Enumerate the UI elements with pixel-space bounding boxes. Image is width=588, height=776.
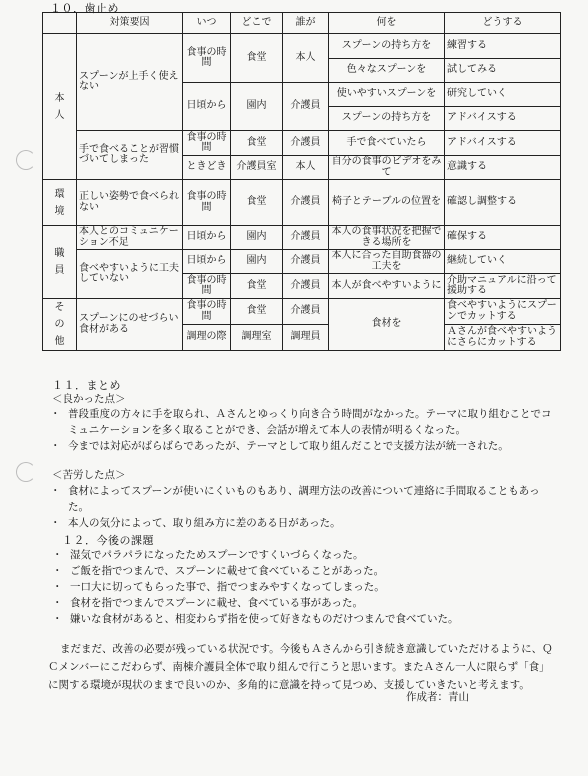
what-cell: 本人に合った自助食器の工夫を [329, 250, 445, 274]
who-cell: 介護員 [283, 83, 329, 131]
where-cell: 園内 [231, 83, 283, 131]
hard-points-heading: ＜苦労した点＞ [52, 469, 126, 481]
when-cell: 食事の時間 [183, 131, 231, 156]
table-row [43, 226, 561, 250]
where-cell: 調理室 [231, 325, 283, 351]
table-row [43, 250, 561, 274]
list-item: ・ 本人の気分によって、取り組み方に差のある日があった。 [50, 515, 560, 531]
who-cell: 介護員 [283, 131, 329, 156]
header-blank [43, 13, 77, 34]
how-cell: 確認し調整する [445, 180, 561, 226]
who-cell: 介護員 [283, 250, 329, 274]
how-cell: 確保する [445, 226, 561, 250]
group-honnin: 本人 [43, 34, 77, 180]
how-cell: アドバイスする [445, 107, 561, 131]
good-points-list [50, 406, 560, 454]
how-cell: 意識する [445, 156, 561, 180]
list-item: ・ 普段重度の方々に手を取られ、Ａさんとゆっくり向き合う時間がなかった。テーマに取り組むことでコミュニケーションを多く取ることができ、会話が増えて本人の表情が明るくなった。 [50, 406, 560, 438]
where-cell: 食堂 [231, 299, 283, 325]
header-where: どこで [231, 13, 283, 34]
punch-hole-mark [16, 462, 36, 482]
factor-cell: 食べやすいように工夫していない [77, 250, 183, 299]
factor-cell: 本人とのコミュニケーション不足 [77, 226, 183, 250]
countermeasure-table [42, 12, 561, 351]
when-cell: 食事の時間 [183, 299, 231, 325]
author-line: 作成者：青山 [406, 691, 469, 703]
how-cell: 練習する [445, 34, 561, 59]
section-10-title: １０．歯止め [50, 2, 119, 15]
when-cell: 日頃から [183, 83, 231, 131]
how-cell: 食べやすいようにスプーンでカットする [445, 299, 561, 325]
table-row [43, 299, 561, 325]
what-cell: 椅子とテーブルの位置を [329, 180, 445, 226]
who-cell: 介護員 [283, 226, 329, 250]
what-cell: スプーンの持ち方を [329, 34, 445, 59]
good-points-heading: ＜良かった点＞ [52, 393, 126, 405]
group-kankyo: 環境 [43, 180, 77, 226]
header-factor: 対策要因 [77, 13, 183, 34]
when-cell: 調理の際 [183, 325, 231, 351]
what-cell: 色々なスプーンを [329, 59, 445, 83]
how-cell: 介助マニュアルに沿って援助する [445, 274, 561, 299]
where-cell: 食堂 [231, 180, 283, 226]
when-cell: 食事の時間 [183, 180, 231, 226]
where-cell: 食堂 [231, 274, 283, 299]
where-cell: 園内 [231, 250, 283, 274]
header-how: どうする [445, 13, 561, 34]
who-cell: 調理員 [283, 325, 329, 351]
who-cell: 本人 [283, 156, 329, 180]
when-cell: 日頃から [183, 250, 231, 274]
what-cell: スプーンの持ち方を [329, 107, 445, 131]
table-row [43, 180, 561, 226]
factor-cell: スプーンにのせづらい食材がある [77, 299, 183, 351]
how-cell: 継続していく [445, 250, 561, 274]
when-cell: ときどき [183, 156, 231, 180]
what-cell: 本人が食べやすいように [329, 274, 445, 299]
header-what: 何を [329, 13, 445, 34]
what-cell: 食材を [329, 299, 445, 351]
factor-cell: 正しい姿勢で食べられない [77, 180, 183, 226]
how-cell: 研究していく [445, 83, 561, 107]
header-who: 誰が [283, 13, 329, 34]
list-item: ・ 食材によってスプーンが使いにくいものもあり、調理方法の改善について連絡に手間取ることもあった。 [50, 483, 560, 515]
what-cell: 本人の食事状況を把握できる場所を [329, 226, 445, 250]
list-item: ・ 一口大に切ってもらった事で、指でつまみやすくなってしまった。 [52, 579, 562, 595]
when-cell: 食事の時間 [183, 34, 231, 83]
when-cell: 日頃から [183, 226, 231, 250]
when-cell: 食事の時間 [183, 274, 231, 299]
header-when: いつ [183, 13, 231, 34]
what-cell: 自分の食事のビデオをみて [329, 156, 445, 180]
table-row [43, 131, 561, 156]
factor-cell: 手で食べることが習慣づいてしまった [77, 131, 183, 180]
list-item: ・ ご飯を指でつまんで、スプーンに載せて食べていることがあった。 [52, 563, 562, 579]
list-item: ・ 食材を指でつまんでスプーンに載せ、食べている事があった。 [52, 595, 562, 611]
section-11-title: １１．まとめ [52, 379, 121, 392]
list-item: ・ 今までは対応がばらばらであったが、テーマとして取り組んだことで支援方法が統一された。 [50, 438, 560, 454]
where-cell: 食堂 [231, 34, 283, 83]
table-row [43, 34, 561, 59]
who-cell: 本人 [283, 34, 329, 83]
who-cell: 介護員 [283, 299, 329, 325]
what-cell: 使いやすいスプーンを [329, 83, 445, 107]
how-cell: Ａさんが食べやすいようにさらにカットする [445, 325, 561, 351]
how-cell: アドバイスする [445, 131, 561, 156]
punch-hole-mark [16, 150, 36, 170]
who-cell: 介護員 [283, 180, 329, 226]
list-item: ・ 嫌いな食材があると、相変わらず指を使って好きなものだけつまんで食べていた。 [52, 611, 562, 627]
list-item: ・ 湿気でパラパラになったためスプーンですくいづらくなった。 [52, 547, 562, 563]
section-12-title: １２．今後の課題 [62, 534, 154, 547]
group-shokuin: 職員 [43, 226, 77, 299]
group-sonota: その他 [43, 299, 77, 351]
what-cell: 手で食べていたら [329, 131, 445, 156]
where-cell: 介護員室 [231, 156, 283, 180]
factor-cell: スプーンが上手く使えない [77, 34, 183, 131]
where-cell: 園内 [231, 226, 283, 250]
where-cell: 食堂 [231, 131, 283, 156]
how-cell: 試してみる [445, 59, 561, 83]
closing-paragraph: まだまだ、改善の必要が残っている状況です。今後もＡさんから引き続き意識していただけるように、ＱＣメンバーにこだわらず、南棟介護員全体で取り組んで行こうと思います。またＡさん一人に限らず「食」に関する環境が現状のままで良いのか、多角的に意識を持って見つめ、支援していきたいと考えます。 [48, 643, 553, 691]
table-header-row [43, 13, 561, 34]
hard-points-list [50, 483, 560, 531]
future-issues-list [52, 547, 562, 627]
who-cell: 介護員 [283, 274, 329, 299]
